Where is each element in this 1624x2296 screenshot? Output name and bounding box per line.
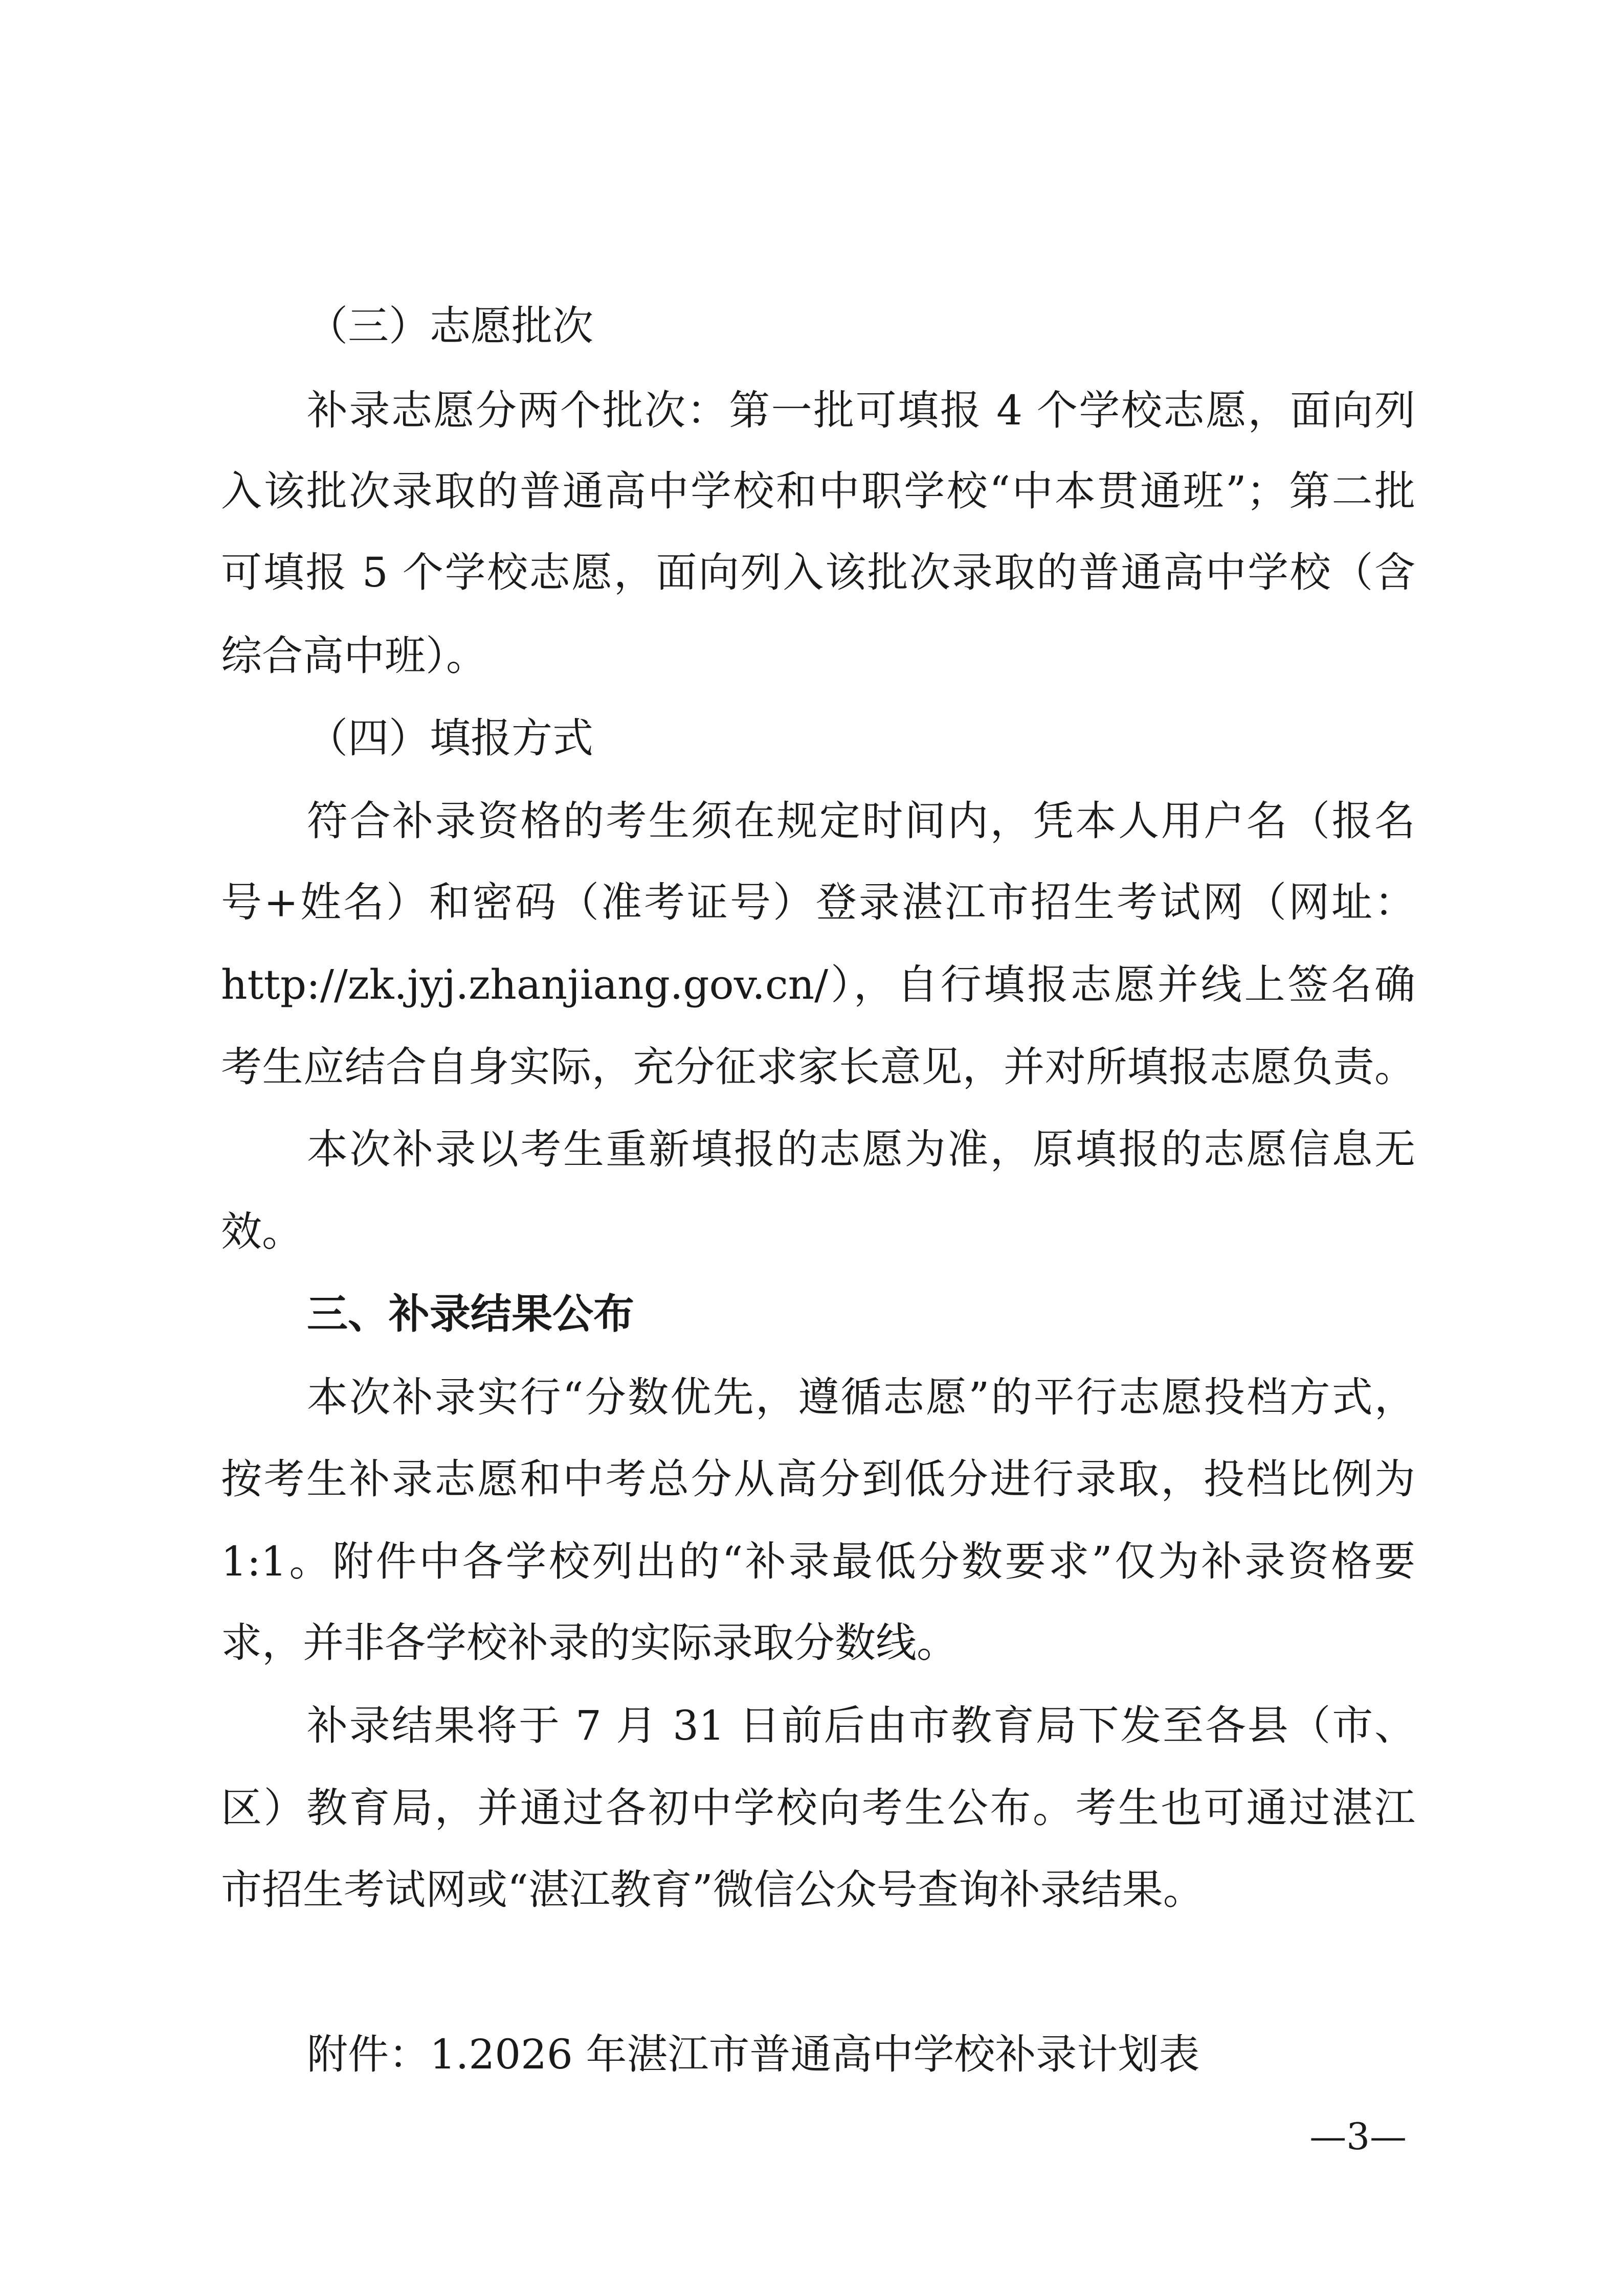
section-heading-volunteer-batch: （三）志愿批次 (307, 302, 593, 350)
paragraph-line: 效。 (221, 1208, 303, 1255)
section-heading-results: 三、补录结果公布 (307, 1290, 634, 1338)
paragraph-line: 1:1。附件中各学校列出的“补录最低分数要求”仅为补录资格要 (221, 1538, 1415, 1585)
attachment-note: 附件：1.2026 年湛江市普通高中学校补录计划表 (307, 2031, 1200, 2078)
paragraph-line: 入该批次录取的普通高中学校和中职学校“中本贯通班”；第二批 (221, 467, 1415, 515)
paragraph-line: 本次补录实行“分数优先，遵循志愿”的平行志愿投档方式， (307, 1374, 1415, 1421)
paragraph-line: 补录结果将于 7 月 31 日前后由市教育局下发至各县（市、 (307, 1702, 1415, 1749)
paragraph-line: 按考生补录志愿和中考总分从高分到低分进行录取，投档比例为 (221, 1455, 1415, 1503)
section-heading-filling-method: （四）填报方式 (307, 714, 593, 762)
paragraph-line: 号+姓名）和密码（准考证号）登录湛江市招生考试网（网址： (221, 879, 1415, 926)
paragraph-line: 符合补录资格的考生须在规定时间内，凭本人用户名（报名 (307, 797, 1415, 845)
paragraph-line: 综合高中班）。 (221, 632, 487, 680)
paragraph-line: 市招生考试网或“湛江教育”微信公众号查询补录结果。 (221, 1866, 1204, 1914)
paragraph-line-url: http://zk.jyj.zhanjiang.gov.cn/），自行填报志愿并线上签名确 (221, 961, 1415, 1008)
paragraph-line: 求，并非各学校补录的实际录取分数线。 (221, 1619, 958, 1667)
paragraph-line: 区）教育局，并通过各初中学校向考生公布。考生也可通过湛江 (221, 1784, 1415, 1832)
paragraph-line: 本次补录以考生重新填报的志愿为准，原填报的志愿信息无 (307, 1126, 1415, 1173)
paragraph-line: 考生应结合自身实际，充分征求家长意见，并对所填报志愿负责。 (221, 1043, 1415, 1091)
paragraph-line: 补录志愿分两个批次：第一批可填报 4 个学校志愿，面向列 (307, 387, 1415, 434)
paragraph-line: 可填报 5 个学校志愿，面向列入该批次录取的普通高中学校（含 (221, 549, 1415, 596)
page-number: —3— (1309, 2115, 1407, 2158)
